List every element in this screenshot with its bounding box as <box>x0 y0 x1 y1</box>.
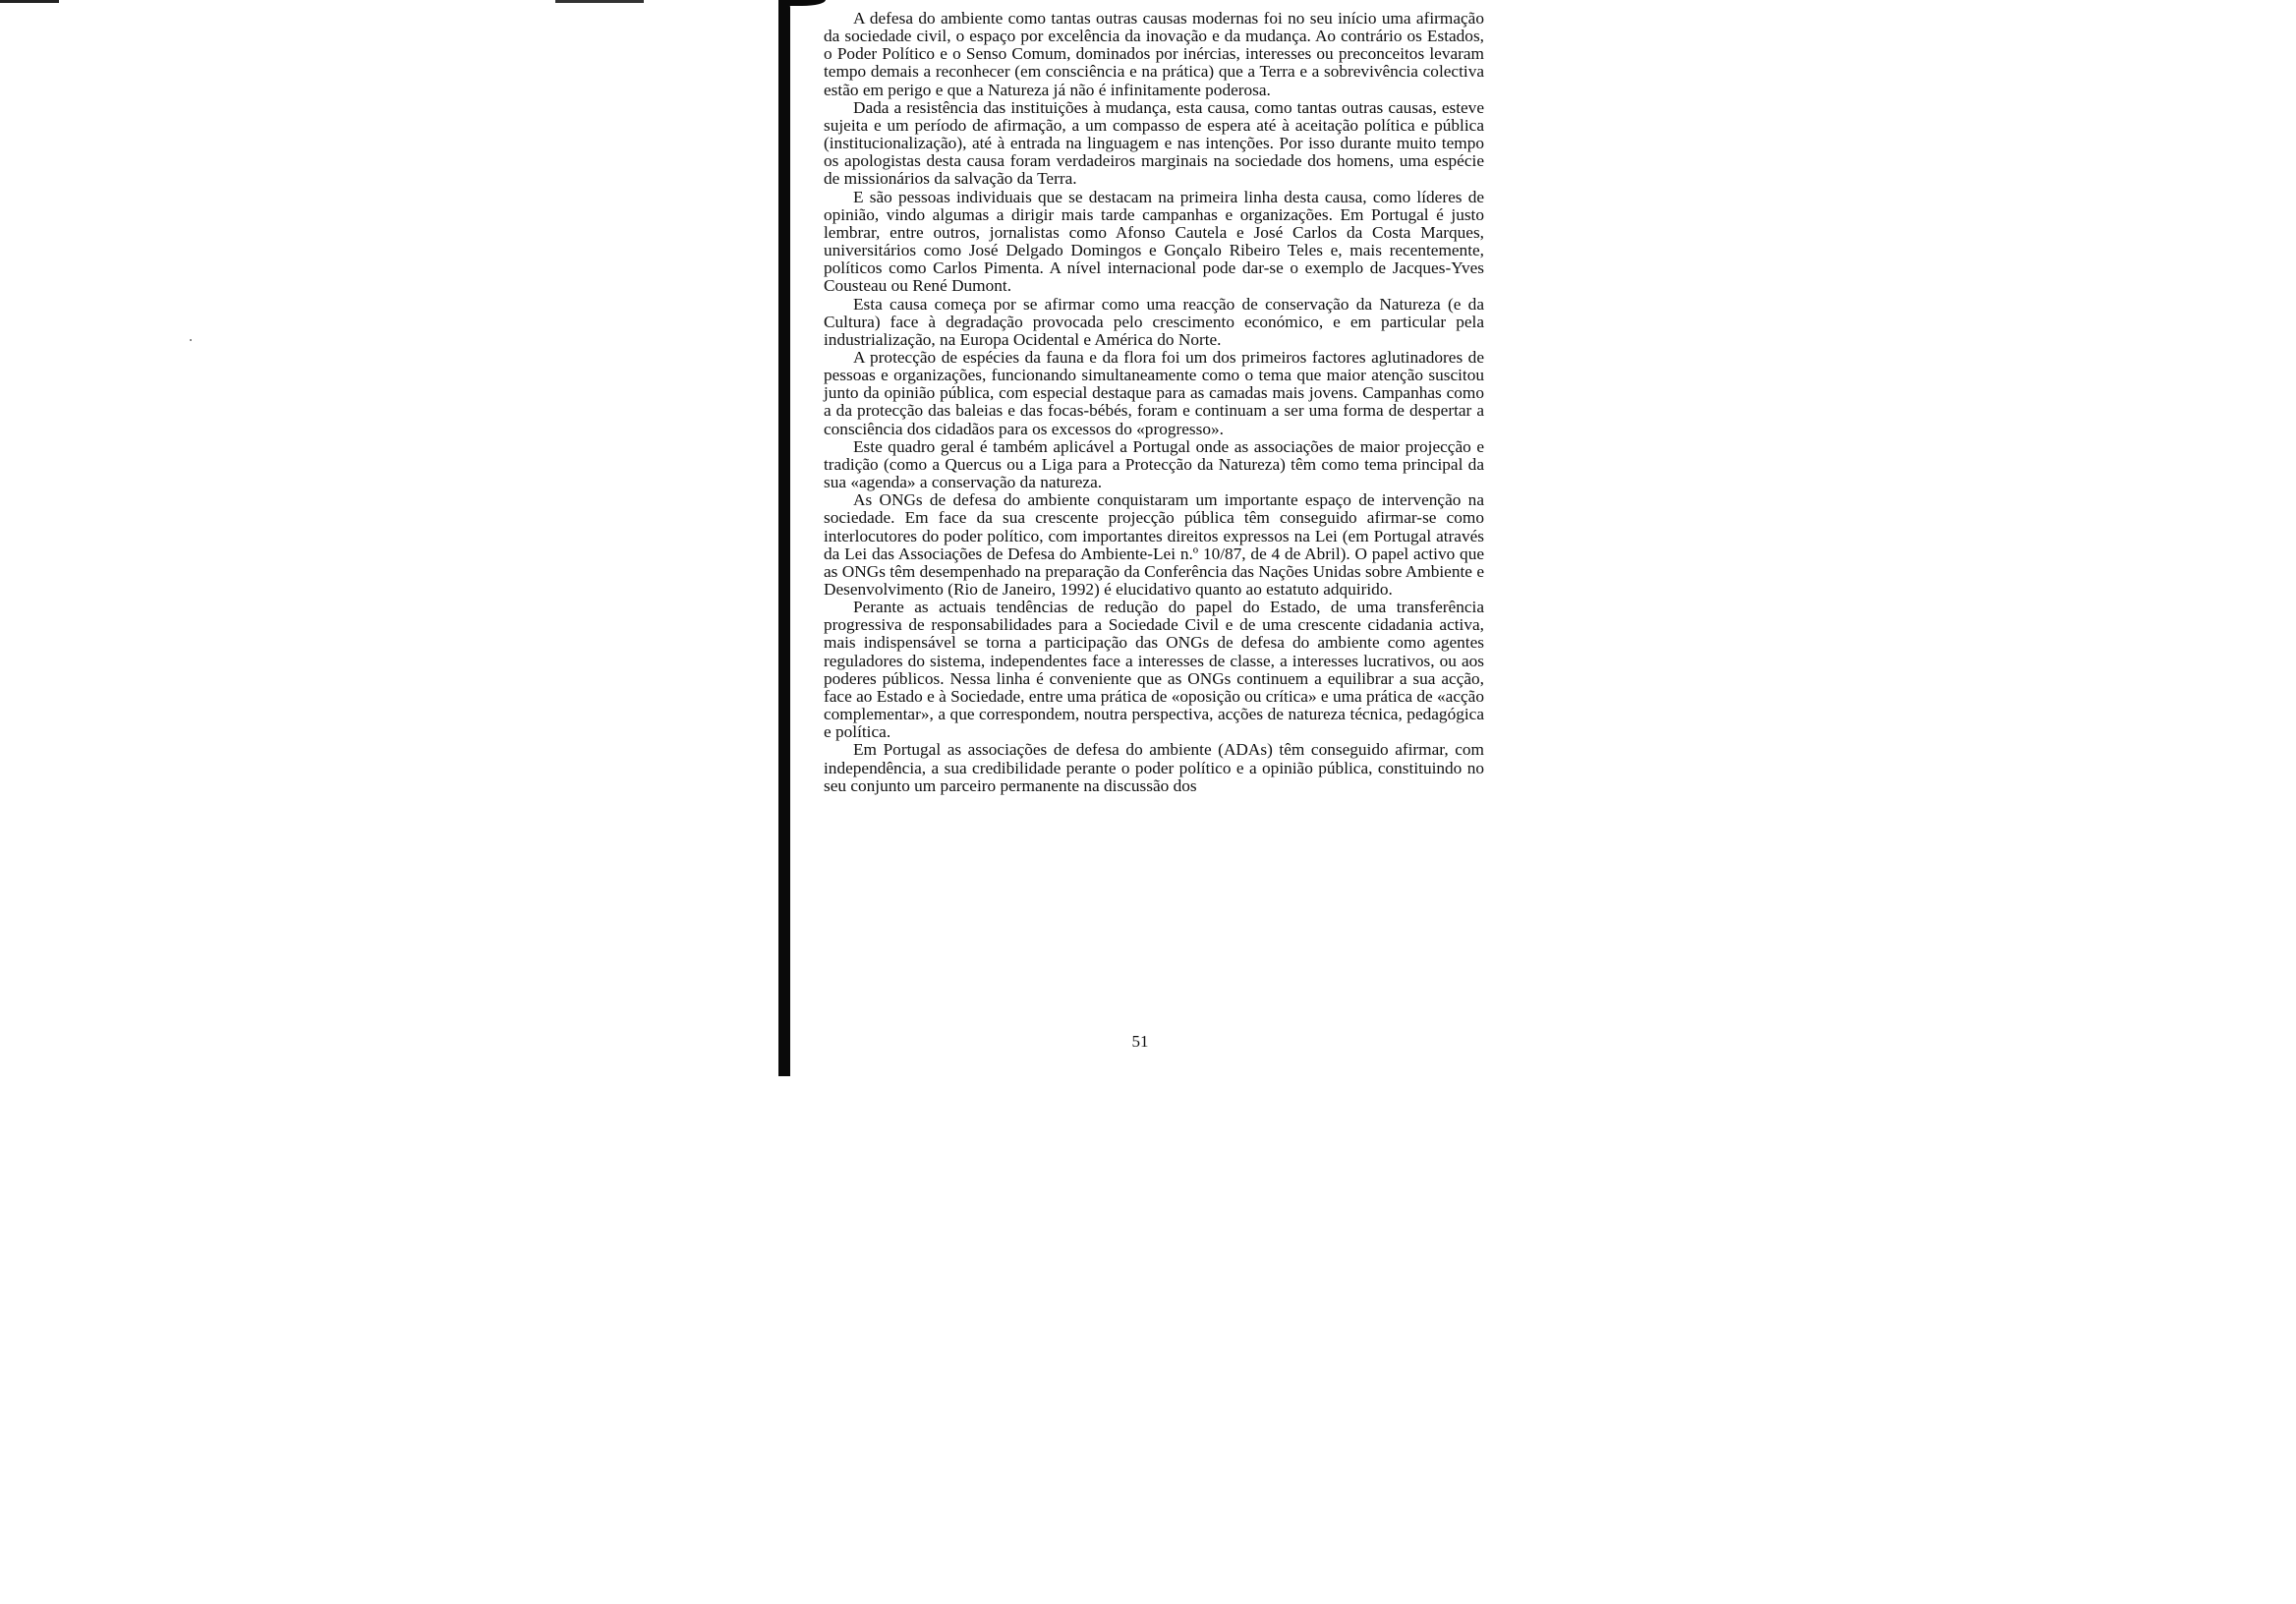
page-number: 51 <box>1131 1032 1149 1051</box>
scan-edge-mark <box>0 0 59 3</box>
paragraph: Perante as actuais tendências de redução do papel do Estado, de uma transferência progressiva de responsabilidades para a Sociedade Civil e de uma crescente cidadania activa, mais indispensável se torna a participação das ONGs de defesa do ambiente como agentes reguladores do sistema, independentes face a interesses de classe, a interesses lucrativos, ou aos poderes públicos. Nessa linha é conveniente que as ONGs continuem a equilibrar a sua acção, face ao Estado e à Sociedade, entre uma prática de «oposição ou crítica» e uma prática de «acção complementar», a que correspondem, noutra perspectiva, acções de natureza técnica, pedagógica e política. <box>824 598 1484 742</box>
left-blank-page <box>0 0 776 1076</box>
scan-speck <box>190 339 192 341</box>
paragraph: Dada a resistência das instituições à mudança, esta causa, como tantas outras causas, esteve sujeita e um período de afirmação, a um compasso de espera até à aceitação política e pública (institucionalização), até à entrada na linguagem e nas intenções. Por isso durante muito tempo os apologistas desta causa foram verdadeiros marginais na sociedade dos homens, uma espécie de missionários da salvação da Terra. <box>824 97 1484 189</box>
right-page-body <box>824 10 1484 795</box>
paragraph: A protecção de espécies da fauna e da flora foi um dos primeiros factores aglutinadores de pessoas e organizações, funcionando simultaneamente como o tema que maior atenção suscitou junto da opinião pública, com especial destaque para as camadas mais jovens. Campanhas como a da protecção das baleias e das focas-bébés, foram e continuam a ser uma forma de despertar a consciência dos cidadãos para os excessos do «progresso». <box>824 347 1484 438</box>
scan-edge-mark <box>555 0 644 3</box>
paragraph: Este quadro geral é também aplicável a Portugal onde as associações de maior projecção e tradição (como a Quercus ou a Liga para a Protecção da Natureza) têm como tema principal da sua «agenda» a conservação da natureza. <box>824 436 1484 492</box>
book-gutter-curl <box>778 0 826 6</box>
paragraph: A defesa do ambiente como tantas outras causas modernas foi no seu início uma afirmação da sociedade civil, o espaço por excelência da inovação e da mudança. Ao contrário os Estados, o Poder Político e o Senso Comum, dominados por inércias, interesses ou preconceitos levaram tempo demais a reconhecer (em consciência e na prática) que a Terra e a sobrevivência colectiva estão em perigo e que a Natureza já não é infinitamente poderosa. <box>824 9 1484 99</box>
paragraph: Esta causa começa por se afirmar como uma reacção de conservação da Natureza (e da Cultura) face à degradação provocada pelo crescimento económico, e em particular pela industrialização, na Europa Ocidental e América do Norte. <box>824 294 1484 349</box>
book-gutter-shadow <box>778 0 790 1076</box>
paragraph: As ONGs de defesa do ambiente conquistaram um importante espaço de intervenção na sociedade. Em face da sua crescente projecção pública têm conseguido afirmar-se como interlocutores do poder político, com importantes direitos expressos na Lei (em Portugal através da Lei das Associações de Defesa do Ambiente-Lei n.º 10/87, de 4 de Abril). O papel activo que as ONGs têm desempenhado na preparação da Conferência das Nações Unidas sobre Ambiente e Desenvolvimento (Rio de Janeiro, 1992) é elucidativo quanto ao estatuto adquirido. <box>824 490 1484 599</box>
paragraph: E são pessoas individuais que se destacam na primeira linha desta causa, como líderes de opinião, vindo algumas a dirigir mais tarde campanhas e organizações. Em Portugal é justo lembrar, entre outros, jornalistas como Afonso Cautela e José Carlos da Costa Marques, universitários como José Delgado Domingos e Gonçalo Ribeiro Teles e, mais recentemente, políticos como Carlos Pimenta. A nível internacional pode dar-se o exemplo de Jacques-Yves Cousteau ou René Dumont. <box>824 187 1484 296</box>
paragraph: Em Portugal as associações de defesa do ambiente (ADAs) têm conseguido afirmar, com independência, a sua credibilidade perante o poder político e a opinião pública, constituindo no seu conjunto um parceiro permanente na discussão dos <box>824 740 1484 795</box>
